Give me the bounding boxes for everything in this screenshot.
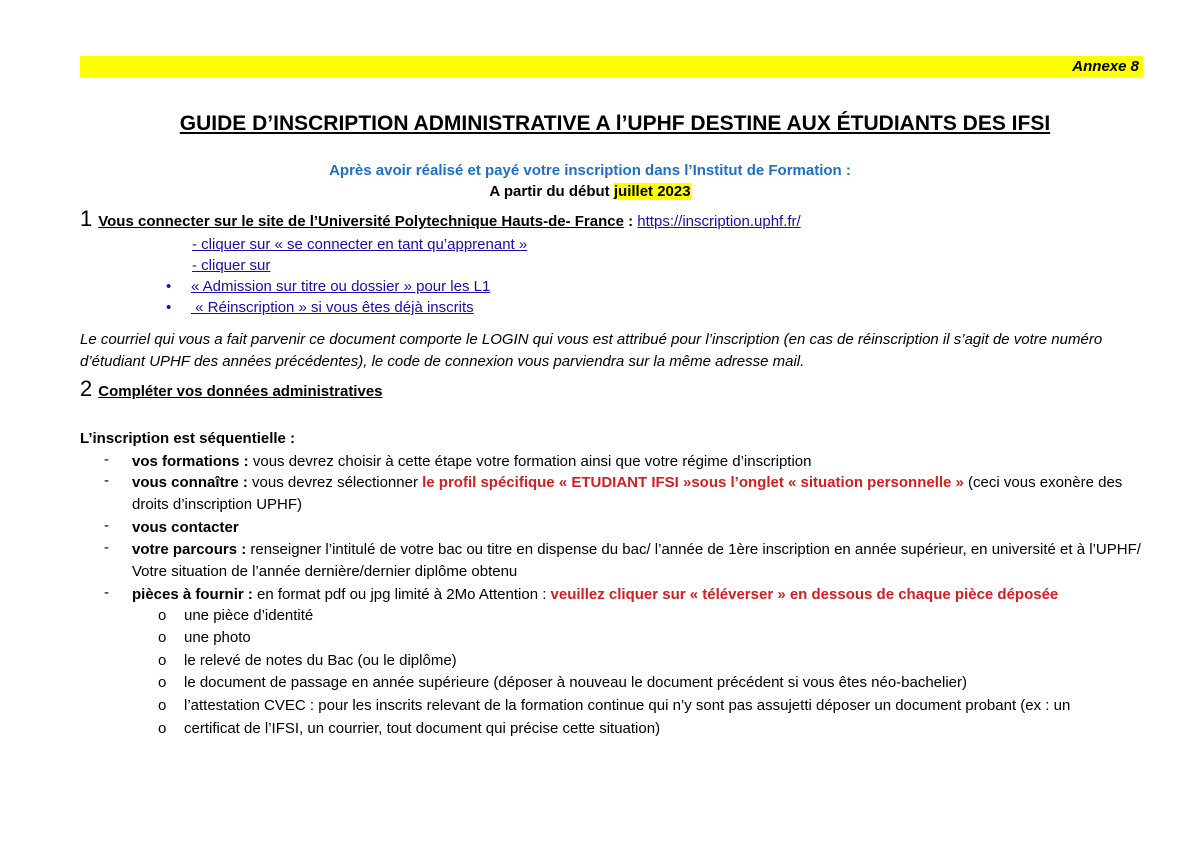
intro-line: Après avoir réalisé et payé votre inscription dans l’Institut de Formation : bbox=[329, 162, 851, 179]
connect-as-learner-link[interactable]: - cliquer sur « se connecter en tant qu’apprenant » bbox=[192, 236, 528, 253]
dash-marker: - bbox=[104, 451, 109, 468]
circle-marker: o bbox=[158, 697, 167, 714]
connaitre-label: vous connaître : bbox=[132, 474, 248, 491]
click-on-link[interactable]: - cliquer sur bbox=[192, 257, 271, 274]
connaitre-text: vous devrez sélectionner bbox=[247, 474, 423, 491]
bullet-icon: • bbox=[166, 278, 172, 295]
start-date-highlight: juillet 2023 bbox=[613, 183, 691, 200]
pieces-label: pièces à fournir : bbox=[132, 586, 253, 603]
step-2-title: Compléter vos données administratives bbox=[98, 383, 383, 400]
circle-marker: o bbox=[158, 720, 167, 737]
item-connaitre bbox=[132, 472, 1152, 516]
doc-item: le relevé de notes du Bac (ou le diplôme) bbox=[184, 652, 457, 669]
inscription-link[interactable]: https://inscription.uphf.fr/ bbox=[637, 213, 801, 230]
admission-link[interactable]: « Admission sur titre ou dossier » pour les L1 bbox=[191, 278, 491, 295]
step-2-heading bbox=[80, 376, 383, 402]
item-formations bbox=[132, 451, 1152, 473]
parcours-label: votre parcours : bbox=[132, 541, 247, 558]
annex-banner bbox=[80, 56, 1143, 77]
pieces-text: en format pdf ou jpg limité à 2Mo Attention : bbox=[252, 586, 551, 603]
start-date-prefix: A partir du début bbox=[489, 183, 614, 200]
parcours-text: renseigner l’intitulé de votre bac ou titre en dispense du bac/ l’année de 1ère inscription en année supérieur, en université et à l’UPHF/ Votre situation de l’année dernière/dernier diplôme obtenu bbox=[132, 541, 1141, 580]
dash-marker: - bbox=[104, 539, 109, 556]
circle-marker: o bbox=[158, 607, 167, 624]
dash-marker: - bbox=[104, 517, 109, 534]
item-contacter: vous contacter bbox=[132, 519, 239, 536]
reinscription-link[interactable]: « Réinscription » si vous êtes déjà inscrits bbox=[191, 299, 474, 316]
document-title: GUIDE D’INSCRIPTION ADMINISTRATIVE A l’UPHF DESTINE AUX ÉTUDIANTS DES IFSI bbox=[179, 112, 1051, 135]
doc-item: une pièce d’identité bbox=[184, 607, 314, 624]
formations-label: vos formations : bbox=[132, 453, 249, 470]
bullet-admission bbox=[166, 278, 490, 295]
step-1-colon: : bbox=[623, 213, 638, 230]
formations-text: vous devrez choisir à cette étape votre formation ainsi que votre régime d’inscription bbox=[248, 453, 812, 470]
step-1-title: Vous connecter sur le site de l’Université Polytechnique Hauts-de- France bbox=[98, 213, 624, 230]
step-1-number: 1 bbox=[80, 206, 93, 231]
circle-marker: o bbox=[158, 629, 167, 646]
doc-item: l’attestation CVEC : pour les inscrits relevant de la formation continue qui n’y sont pas assujetti déposer un document probant (ex : un bbox=[184, 697, 1071, 714]
circle-marker: o bbox=[158, 674, 167, 691]
bullet-reinscription bbox=[166, 299, 474, 316]
connaitre-text-end: (ceci vous exonère des droits d’inscription UPHF) bbox=[132, 474, 1123, 513]
step-2-number: 2 bbox=[80, 376, 93, 401]
item-parcours bbox=[132, 539, 1152, 583]
bullet-icon: • bbox=[166, 299, 172, 316]
circle-marker: o bbox=[158, 652, 167, 669]
annex-label: Annexe 8 bbox=[1072, 58, 1139, 75]
connaitre-highlight: le profil spécifique « ETUDIANT IFSI »sous l’onglet « situation personnelle » bbox=[422, 474, 964, 491]
item-pieces bbox=[132, 584, 1152, 606]
login-note: Le courriel qui vous a fait parvenir ce document comporte le LOGIN qui vous est attribué pour l’inscription (en cas de réinscription il s’agit de votre numéro d’étudiant UPHF des années précédentes), le code de connexion vous parviendra sur la même adresse mail. bbox=[80, 331, 1103, 370]
dash-marker: - bbox=[104, 584, 109, 601]
doc-item: certificat de l’IFSI, un courrier, tout document qui précise cette situation) bbox=[184, 720, 661, 737]
doc-item: le document de passage en année supérieure (déposer à nouveau le document précédent si vous êtes néo-bachelier) bbox=[184, 674, 968, 691]
pieces-warning: veuillez cliquer sur « téléverser » en dessous de chaque pièce déposée bbox=[550, 586, 1059, 603]
doc-item: une photo bbox=[184, 629, 251, 646]
sequential-heading: L’inscription est séquentielle : bbox=[80, 430, 296, 447]
start-date-line bbox=[0, 183, 1180, 200]
step-1-heading bbox=[80, 206, 801, 232]
dash-marker: - bbox=[104, 472, 109, 489]
